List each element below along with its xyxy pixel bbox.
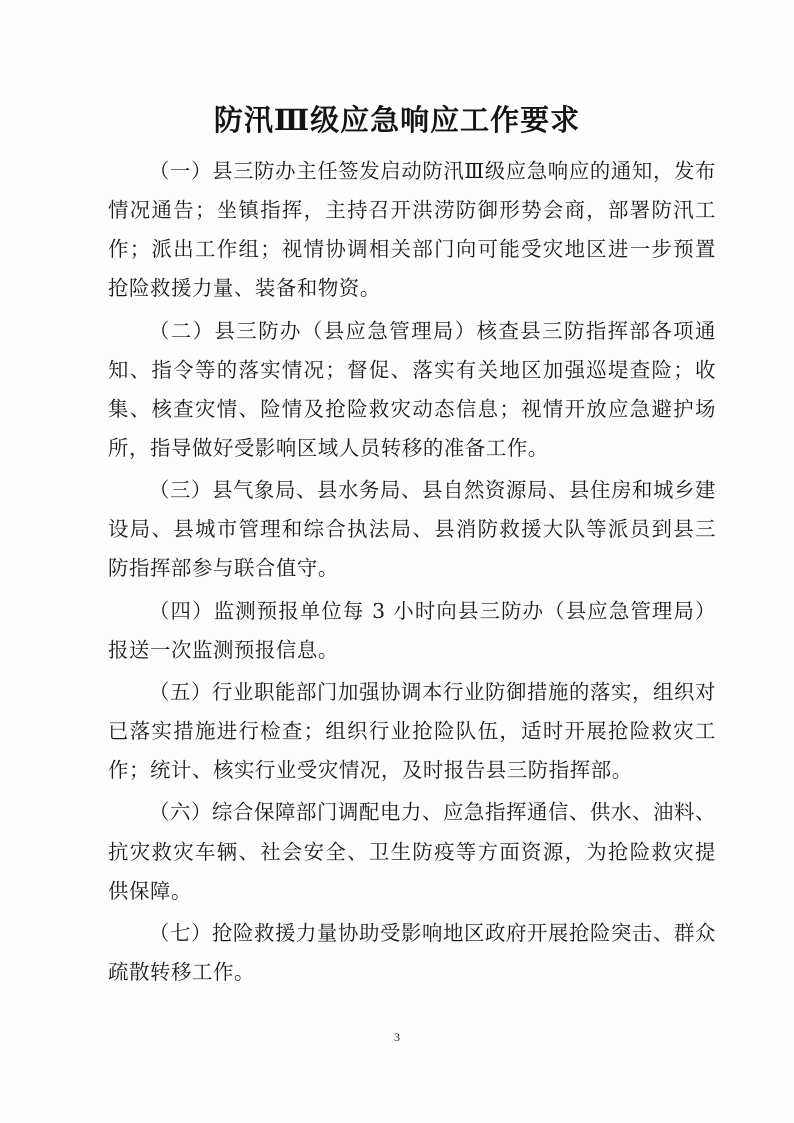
page-number: 3 <box>394 1030 400 1044</box>
paragraph-3: （三）县气象局、县水务局、县自然资源局、县住房和城乡建设局、县城市管理和综合执法局、县消防救援大队等派员到县三防指挥部参与联合值守。 <box>108 478 716 581</box>
paragraph-7: （七）抢险救援力量协助受影响地区政府开展抢险突击、群众疏散转移工作。 <box>108 920 716 984</box>
document-title: 防汛Ⅲ级应急响应工作要求 <box>213 103 581 137</box>
paragraph-4: （四）监测预报单位每 3 小时向县三防办（县应急管理局）报送一次监测预报信息。 <box>108 598 716 662</box>
paragraph-6: （六）综合保障部门调配电力、应急指挥通信、供水、油料、抗灾救灾车辆、社会安全、卫生防疫等方面资源，为抢险救灾提供保障。 <box>108 800 716 903</box>
paragraph-1: （一）县三防办主任签发启动防汛Ⅲ级应急响应的通知，发布情况通告；坐镇指挥，主持召开洪涝防御形势会商，部署防汛工作；派出工作组；视情协调相关部门向可能受灾地区进一步预置抢险救援力量、装备和物资。 <box>108 159 716 301</box>
document-body <box>108 152 716 995</box>
paragraph-2: （二）县三防办（县应急管理局）核查县三防指挥部各项通知、指令等的落实情况；督促、落实有关地区加强巡堤查险；收集、核查灾情、险情及抢险救灾动态信息；视情开放应急避护场所，指导做好受影响区域人员转移的准备工作。 <box>108 318 716 460</box>
paragraph-5: （五）行业职能部门加强协调本行业防御措施的落实，组织对已落实措施进行检查；组织行业抢险队伍，适时开展抢险救灾工作；统计、核实行业受灾情况，及时报告县三防指挥部。 <box>108 679 716 783</box>
